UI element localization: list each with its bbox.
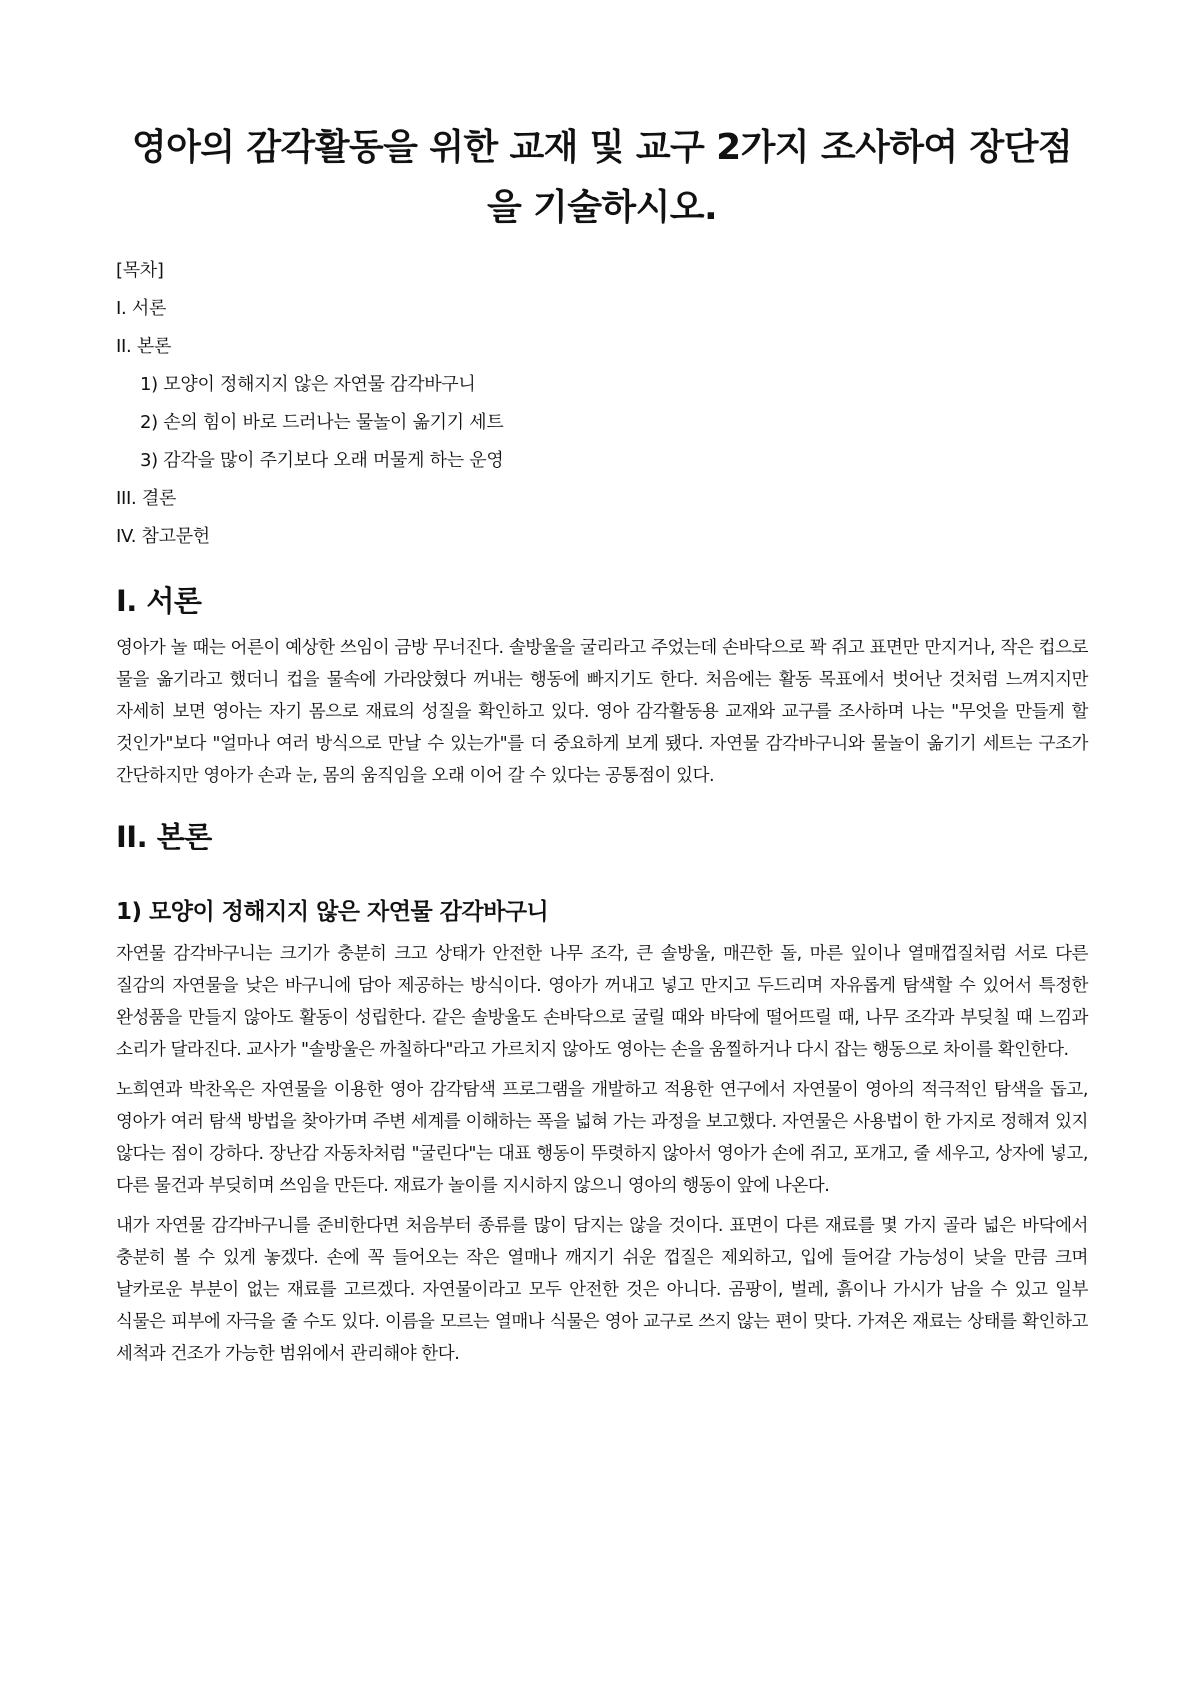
nature-basket-paragraph-2: 노희연과 박찬옥은 자연물을 이용한 영아 감각탐색 프로그램을 개발하고 적용한 연구에서 자연물이 영아의 적극적인 탐색을 돕고, 영아가 여러 탐색 방법을 찾아가며 주변 세계를 이해하는 폭을 넓혀 가는 과정을 보고했다. 자연물은 사용법이 한 가지로 정해져 있지 않다는 점이 강하다. 장난감 자동차처럼 "굴린다"는 대표 행동이 뚜렷하지 않아서 영아가 손에 쥐고, 포개고, 줄 세우고, 상자에 넣고, 다른 물건과 부딪히며 쓰임을 만든다. 재료가 놀이를 지시하지 않으니 영아의 행동이 앞에 나온다. [116, 1080, 1088, 1196]
toc-item-references: IV. 참고문헌 [116, 526, 210, 547]
toc-item-body-3: 3) 감각을 많이 주기보다 오래 머물게 하는 운영 [140, 450, 504, 471]
toc-heading: [목차] [116, 260, 164, 281]
nature-basket-paragraph-1: 자연물 감각바구니는 크기가 충분히 크고 상태가 안전한 나무 조각, 큰 솔방울, 매끈한 돌, 마른 잎이나 열매껍질처럼 서로 다른 질감의 자연물을 낮은 바구니에 담아 제공하는 방식이다. 영아가 꺼내고 넣고 만지고 두드리며 자유롭게 탐색할 수 있어서 특정한 완성품을 만들지 않아도 활동이 성립한다. 같은 솔방울도 손바닥으로 굴릴 때와 바닥에 떨어뜨릴 때, 나무 조각과 부딪칠 때 느낌과 소리가 달라진다. 교사가 "솔방울은 까칠하다"라고 가르치지 않아도 영아는 손을 움찔하거나 다시 잡는 행동으로 차이를 확인한다. [116, 944, 1088, 1060]
subsection-nature-basket [116, 938, 1088, 1370]
table-of-contents [116, 252, 1088, 556]
intro-paragraph-1: 영아가 놀 때는 어른이 예상한 쓰임이 금방 무너진다. 솔방울을 굴리라고 주었는데 손바닥으로 꽉 쥐고 표면만 만지거나, 작은 컵으로 물을 옮기라고 했더니 컵을 물속에 가라앉혔다 꺼내는 행동에 빠지기도 한다. 처음에는 활동 목표에서 벗어난 것처럼 느껴지지만 자세히 보면 영아는 자기 몸으로 재료의 성질을 확인하고 있다. 영아 감각활동용 교재와 교구를 조사하며 나는 "무엇을 만들게 할 것인가"보다 "얼마나 여러 방식으로 만날 수 있는가"를 더 중요하게 보게 됐다. 자연물 감각바구니와 물놀이 옮기기 세트는 구조가 간단하지만 영아가 손과 눈, 몸의 움직임을 오래 이어 갈 수 있다는 공통점이 있다. [116, 638, 1088, 786]
document-title: 영아의 감각활동을 위한 교재 및 교구 2가지 조사하여 장단점을 기술하시오. [131, 127, 1073, 228]
toc-item-intro: I. 서론 [116, 298, 167, 319]
nature-basket-paragraph-3: 내가 자연물 감각바구니를 준비한다면 처음부터 종류를 많이 담지는 않을 것이다. 표면이 다른 재료를 몇 가지 골라 넓은 바닥에서 충분히 볼 수 있게 놓겠다. 손에 꼭 들어오는 작은 열매나 깨지기 쉬운 껍질은 제외하고, 입에 들어갈 가능성이 낮을 만큼 크며 날카로운 부분이 없는 재료를 고르겠다. 자연물이라고 모두 안전한 것은 아니다. 곰팡이, 벌레, 흙이나 가시가 남을 수 있고 일부 식물은 피부에 자극을 줄 수도 있다. 이름을 모르는 열매나 식물은 영아 교구로 쓰지 않는 편이 맞다. 가져온 재료는 상태를 확인하고 세척과 건조가 가능한 범위에서 관리해야 한다. [116, 1216, 1088, 1364]
toc-item-body-2: 2) 손의 힘이 바로 드러나는 물놀이 옮기기 세트 [140, 412, 504, 433]
toc-item-conclusion: III. 결론 [116, 488, 177, 509]
section-heading-body: II. 본론 [116, 820, 212, 854]
section-heading-intro: I. 서론 [116, 584, 202, 618]
toc-item-body: II. 본론 [116, 336, 172, 357]
subsection-heading-nature-basket: 1) 모양이 정해지지 않은 자연물 감각바구니 [116, 899, 549, 925]
section-intro [116, 632, 1088, 792]
toc-item-body-1: 1) 모양이 정해지지 않은 자연물 감각바구니 [140, 374, 476, 395]
